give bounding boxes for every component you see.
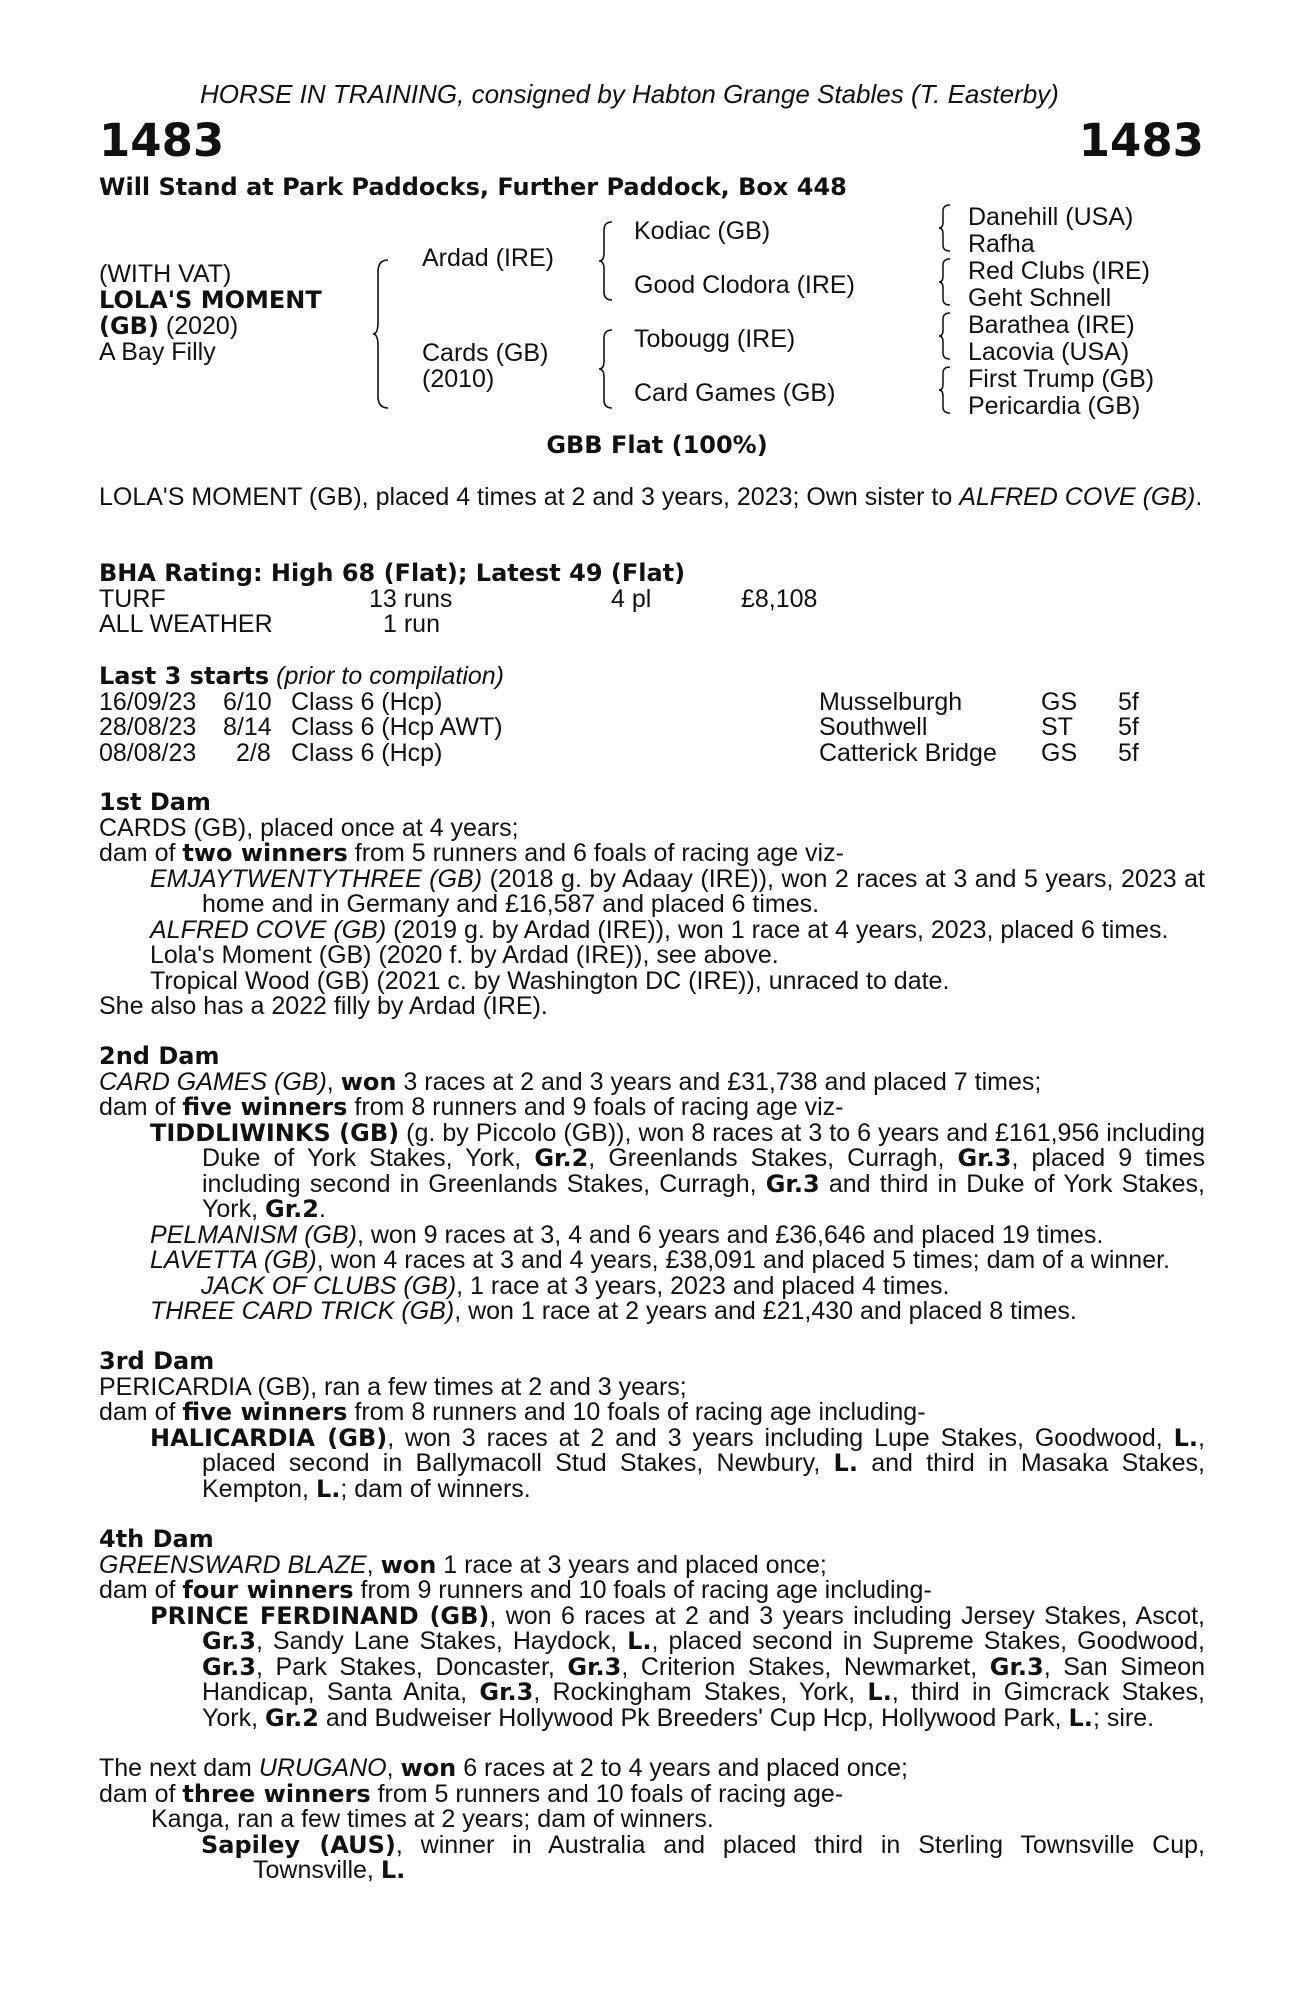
bha-rating-section xyxy=(99,561,1205,638)
dam-name: CARD GAMES (GB) xyxy=(99,1067,327,1096)
text: , xyxy=(326,1067,341,1096)
pedigree-brace-sd xyxy=(938,257,954,307)
start-distance: 5f xyxy=(1118,738,1139,767)
won-label: won xyxy=(380,1550,437,1579)
stand-location: Will Stand at Park Paddocks, Further Paddock, Box 448 xyxy=(99,173,847,201)
progeny-text: , won 4 races at 3 and 4 years, £38,091 and placed 5 times; dam of a winner. xyxy=(316,1246,1170,1274)
intro-sibling: ALFRED COVE (GB) xyxy=(959,483,1196,511)
text: 6 races at 2 to 4 years and placed once; xyxy=(456,1754,908,1782)
listed: L. xyxy=(315,1474,341,1503)
third-dam-section xyxy=(99,1349,1205,1502)
winners-count: five winners xyxy=(182,1093,348,1121)
start-race: Class 6 (Hcp) xyxy=(291,687,443,716)
progeny-entry xyxy=(99,1118,1205,1223)
listed: L. xyxy=(867,1678,892,1706)
horse-origin-year xyxy=(99,314,238,339)
pedigree-brace-ds xyxy=(938,311,954,361)
grade: Gr.3 xyxy=(957,1144,1012,1172)
winners-count: three winners xyxy=(182,1779,371,1808)
grade: Gr.3 xyxy=(202,1652,256,1681)
start-row xyxy=(99,687,1205,716)
progeny-entry xyxy=(99,1220,1205,1249)
intro-text: LOLA'S MOMENT (GB), placed 4 times at 2 and 3 years, 2023; Own sister to xyxy=(99,483,960,511)
second-dam-summary xyxy=(99,1095,1205,1121)
text: , xyxy=(386,1754,401,1782)
progeny-text: (2019 g. by Ardad (IRE)), won 1 race at 4 years, 2023, placed 6 times. xyxy=(386,915,1169,944)
grade: Gr.3 xyxy=(567,1652,622,1681)
last-starts-section xyxy=(99,664,1205,766)
text: , Criterion Stakes, Newmarket, xyxy=(621,1652,990,1681)
start-row xyxy=(99,738,1205,767)
text: and Budweiser Hollywood Pk Breeders' Cup Hcp, Hollywood Park, xyxy=(318,1703,1069,1732)
pedigree-sds: Red Clubs (IRE) xyxy=(968,257,1150,285)
horse-origin: (GB) xyxy=(99,312,159,340)
progeny-name: PRINCE FERDINAND (GB) xyxy=(150,1601,490,1630)
progeny-name: JACK OF CLUBS (GB) xyxy=(201,1271,457,1300)
start-course: Musselburgh xyxy=(819,687,963,716)
pedigree-sire: Ardad (IRE) xyxy=(422,244,554,272)
second-dam-heading: 2nd Dam xyxy=(99,1042,220,1070)
start-course: Catterick Bridge xyxy=(819,738,997,767)
text: , Park Stakes, Doncaster, xyxy=(255,1652,568,1681)
last-starts-heading-line xyxy=(99,664,1205,690)
pedigree-dsd: Lacovia (USA) xyxy=(968,338,1130,366)
text: , winner in Australia and placed third in Sterling Townsville Cup, Townsville, xyxy=(253,1830,1205,1884)
listed: L. xyxy=(1173,1423,1199,1452)
lot-number-left: 1483 xyxy=(99,114,225,167)
bha-rating-heading: BHA Rating: High 68 (Flat); Latest 49 (Flat) xyxy=(99,559,686,587)
pedigree-brace-dam xyxy=(598,328,616,410)
summary-text: from 8 runners and 9 foals of racing age viz- xyxy=(347,1093,844,1121)
listed: L. xyxy=(627,1627,652,1655)
start-going: GS xyxy=(1041,687,1078,716)
start-going: GS xyxy=(1041,738,1078,767)
rating-row-all-weather xyxy=(99,612,1205,638)
start-going: ST xyxy=(1041,713,1073,741)
progeny-name: ALFRED COVE (GB) xyxy=(150,915,387,944)
grade: Gr.2 xyxy=(534,1144,589,1172)
progeny-entry xyxy=(99,864,1205,918)
summary-text: from 5 runners and 6 foals of racing age viz- xyxy=(347,839,844,867)
progeny-name: Sapiley (AUS) xyxy=(201,1830,396,1859)
start-position: 2/8 xyxy=(236,738,271,767)
fourth-dam-line xyxy=(99,1550,1205,1579)
progeny-entry: Lola's Moment (GB) (2020 f. by Ardad (IRE)), see above. xyxy=(150,941,779,969)
text: ; sire. xyxy=(1092,1703,1155,1732)
progeny-entry: Tropical Wood (GB) (2021 c. by Washington DC (IRE)), unraced to date. xyxy=(150,966,950,995)
progeny-name: THREE CARD TRICK (GB) xyxy=(150,1297,455,1325)
text: , xyxy=(366,1550,381,1579)
winners-count: four winners xyxy=(182,1576,354,1604)
summary-text: from 5 runners and 10 foals of racing age- xyxy=(370,1779,844,1808)
rating-placed: 4 pl xyxy=(611,584,652,613)
grade: Gr.3 xyxy=(765,1169,820,1198)
summary-text: from 8 runners and 10 foals of racing age including- xyxy=(347,1398,926,1426)
pedigree-dam: Cards (GB) xyxy=(422,339,549,367)
grade: Gr.2 xyxy=(265,1703,319,1732)
rating-runs: 1 run xyxy=(383,610,440,638)
text: and third in Duke of York Stakes, York, xyxy=(202,1169,1205,1223)
second-dam-line xyxy=(99,1067,1205,1096)
grade: Gr.3 xyxy=(479,1678,534,1706)
pedigree-brace-ss xyxy=(938,203,954,253)
progeny-text: , 1 race at 3 years, 2023 and placed 4 times. xyxy=(456,1271,950,1300)
text: 1 race at 3 years and placed once; xyxy=(436,1550,827,1579)
pedigree-ssd: Rafha xyxy=(968,230,1035,258)
horse-name: LOLA'S MOMENT xyxy=(99,286,322,314)
progeny-name: HALICARDIA (GB) xyxy=(150,1423,388,1452)
rating-prize: £8,108 xyxy=(741,584,818,613)
start-position: 6/10 xyxy=(223,687,272,716)
start-position: 8/14 xyxy=(223,713,272,741)
progeny-entry xyxy=(99,1248,1205,1274)
next-dam-summary xyxy=(99,1779,1205,1808)
text: and third in Masaka Stakes, Kempton, xyxy=(202,1449,1205,1503)
pedigree-sire-sire: Kodiac (GB) xyxy=(634,217,771,245)
progeny-entry xyxy=(99,1271,1205,1300)
progeny-entry xyxy=(99,1601,1206,1732)
last-starts-note: (prior to compilation) xyxy=(269,662,505,690)
text: (g. by Piccolo (GB)), won 8 races at 3 to 6 years and £161,956 including Duke of York Stakes, York, xyxy=(202,1118,1205,1172)
progeny-text: (2018 g. by Adaay (IRE)), won 2 races at 3 and 5 years, 2023 at home and in Germany and £16,587 and placed 6 times. xyxy=(202,864,1205,918)
rating-surface: ALL WEATHER xyxy=(99,610,273,638)
progeny-text: , won 1 race at 2 years and £21,430 and placed 8 times. xyxy=(454,1297,1077,1325)
start-race: Class 6 (Hcp AWT) xyxy=(291,713,503,741)
rating-surface: TURF xyxy=(99,584,166,613)
summary-text: from 9 runners and 10 foals of racing age including- xyxy=(353,1576,932,1604)
won-label: won xyxy=(340,1067,397,1096)
intro-end: . xyxy=(1195,483,1203,511)
progeny-name: EMJAYTWENTYTHREE (GB) xyxy=(150,864,483,893)
progeny-name: LAVETTA (GB) xyxy=(150,1246,317,1274)
dam-name: GREENSWARD BLAZE xyxy=(99,1550,367,1579)
pedigree-dam-sire: Tobougg (IRE) xyxy=(634,325,796,353)
progeny-text: , won 9 races at 3, 4 and 6 years and £36,646 and placed 19 times. xyxy=(356,1220,1104,1249)
consignment-line: HORSE IN TRAINING, consigned by Habton Grange Stables (T. Easterby) xyxy=(200,79,1059,109)
winners-count: five winners xyxy=(182,1398,348,1426)
text: , placed second in Supreme Stakes, Goodwood, xyxy=(651,1627,1205,1655)
first-dam-line: CARDS (GB), placed once at 4 years; xyxy=(99,813,519,842)
text: , Greenlands Stakes, Curragh, xyxy=(588,1144,958,1172)
listed: L. xyxy=(380,1856,406,1884)
pedigree-brace-main xyxy=(372,258,392,410)
progeny-entry xyxy=(99,1299,1205,1325)
first-dam-summary xyxy=(99,841,1205,867)
next-dam-line xyxy=(99,1756,1205,1782)
pedigree-ddd: Pericardia (GB) xyxy=(968,392,1141,420)
text: , won 3 races at 2 and 3 years including Lupe Stakes, Goodwood, xyxy=(387,1423,1174,1452)
start-date: 08/08/23 xyxy=(99,738,197,767)
pedigree-brace-sire xyxy=(598,220,616,302)
text: ; dam of winners. xyxy=(340,1474,531,1503)
vat-label: (WITH VAT) xyxy=(99,260,232,288)
text: The next dam xyxy=(99,1754,259,1782)
fourth-dam-section xyxy=(99,1527,1205,1731)
rating-runs: 13 runs xyxy=(369,584,453,613)
pedigree-dds: First Trump (GB) xyxy=(968,365,1155,393)
start-distance: 5f xyxy=(1118,687,1139,716)
first-dam-note: She also has a 2022 filly by Ardad (IRE). xyxy=(99,992,548,1020)
grade: Gr.2 xyxy=(265,1195,319,1223)
third-dam-summary xyxy=(99,1400,1205,1426)
start-row xyxy=(99,715,1205,741)
summary-text: dam of xyxy=(99,1576,183,1604)
text: , placed 9 times including second in Greenlands Stakes, Curragh, xyxy=(202,1144,1205,1198)
progeny-entry xyxy=(99,1830,1205,1884)
text: , Sandy Lane Stakes, Haydock, xyxy=(255,1627,628,1655)
summary-text: dam of xyxy=(99,1093,183,1121)
pedigree-sire-dam: Good Clodora (IRE) xyxy=(634,271,855,299)
grade: Gr.3 xyxy=(202,1627,256,1655)
text: . xyxy=(318,1195,326,1223)
fourth-dam-summary xyxy=(99,1578,1205,1604)
winners-count: two winners xyxy=(182,839,348,867)
text: , placed second in Ballymacoll Stud Stakes, Newbury, xyxy=(202,1423,1205,1477)
horse-year: (2020) xyxy=(158,312,239,340)
progeny-entry: Kanga, ran a few times at 2 years; dam of winners. xyxy=(151,1805,714,1833)
pedigree-sss: Danehill (USA) xyxy=(968,203,1134,231)
text: , third in Gimcrack Stakes, York, xyxy=(202,1678,1206,1732)
dam-name: URUGANO xyxy=(258,1754,387,1782)
progeny-entry xyxy=(99,1423,1205,1503)
next-dam-section xyxy=(99,1756,1205,1884)
first-dam-section xyxy=(99,790,1205,1020)
intro-paragraph xyxy=(99,485,1257,511)
start-date: 16/09/23 xyxy=(99,687,197,716)
listed: L. xyxy=(1068,1703,1093,1732)
text: 3 races at 2 and 3 years and £31,738 and placed 7 times; xyxy=(396,1067,1042,1096)
text: , San Simeon Handicap, Santa Anita, xyxy=(202,1652,1206,1706)
second-dam-section xyxy=(99,1044,1205,1325)
pedigree-sdd: Geht Schnell xyxy=(968,284,1112,312)
start-date: 28/08/23 xyxy=(99,713,197,741)
start-race: Class 6 (Hcp) xyxy=(291,738,443,767)
progeny-name: PELMANISM (GB) xyxy=(150,1220,357,1249)
text: , won 6 races at 2 and 3 years including Jersey Stakes, Ascot, xyxy=(489,1601,1205,1630)
won-label: won xyxy=(400,1754,457,1782)
progeny-entry xyxy=(99,915,1205,944)
start-course: Southwell xyxy=(819,713,928,741)
pedigree-dam-year: (2010) xyxy=(422,365,495,393)
last-starts-heading: Last 3 starts xyxy=(99,662,270,690)
listed: L. xyxy=(833,1449,858,1477)
pedigree-dam-dam: Card Games (GB) xyxy=(634,379,836,407)
start-distance: 5f xyxy=(1118,713,1139,741)
fourth-dam-heading: 4th Dam xyxy=(99,1525,214,1553)
progeny-name: TIDDLIWINKS (GB) xyxy=(150,1118,400,1147)
rating-row-turf xyxy=(99,584,1205,613)
grade: Gr.3 xyxy=(989,1652,1044,1681)
summary-text: dam of xyxy=(99,839,183,867)
text: , Rockingham Stakes, York, xyxy=(533,1678,868,1706)
gbb-flat-label: GBB Flat (100%) xyxy=(546,431,768,459)
summary-text: dam of xyxy=(99,1398,183,1426)
horse-description: A Bay Filly xyxy=(99,338,216,366)
first-dam-heading: 1st Dam xyxy=(99,788,211,816)
third-dam-line: PERICARDIA (GB), ran a few times at 2 and 3 years; xyxy=(99,1372,687,1401)
summary-text: dam of xyxy=(99,1779,183,1808)
third-dam-heading: 3rd Dam xyxy=(99,1347,215,1375)
pedigree-brace-dd xyxy=(938,365,954,415)
lot-number-right: 1483 xyxy=(1078,114,1204,167)
pedigree-dss: Barathea (IRE) xyxy=(968,311,1135,339)
